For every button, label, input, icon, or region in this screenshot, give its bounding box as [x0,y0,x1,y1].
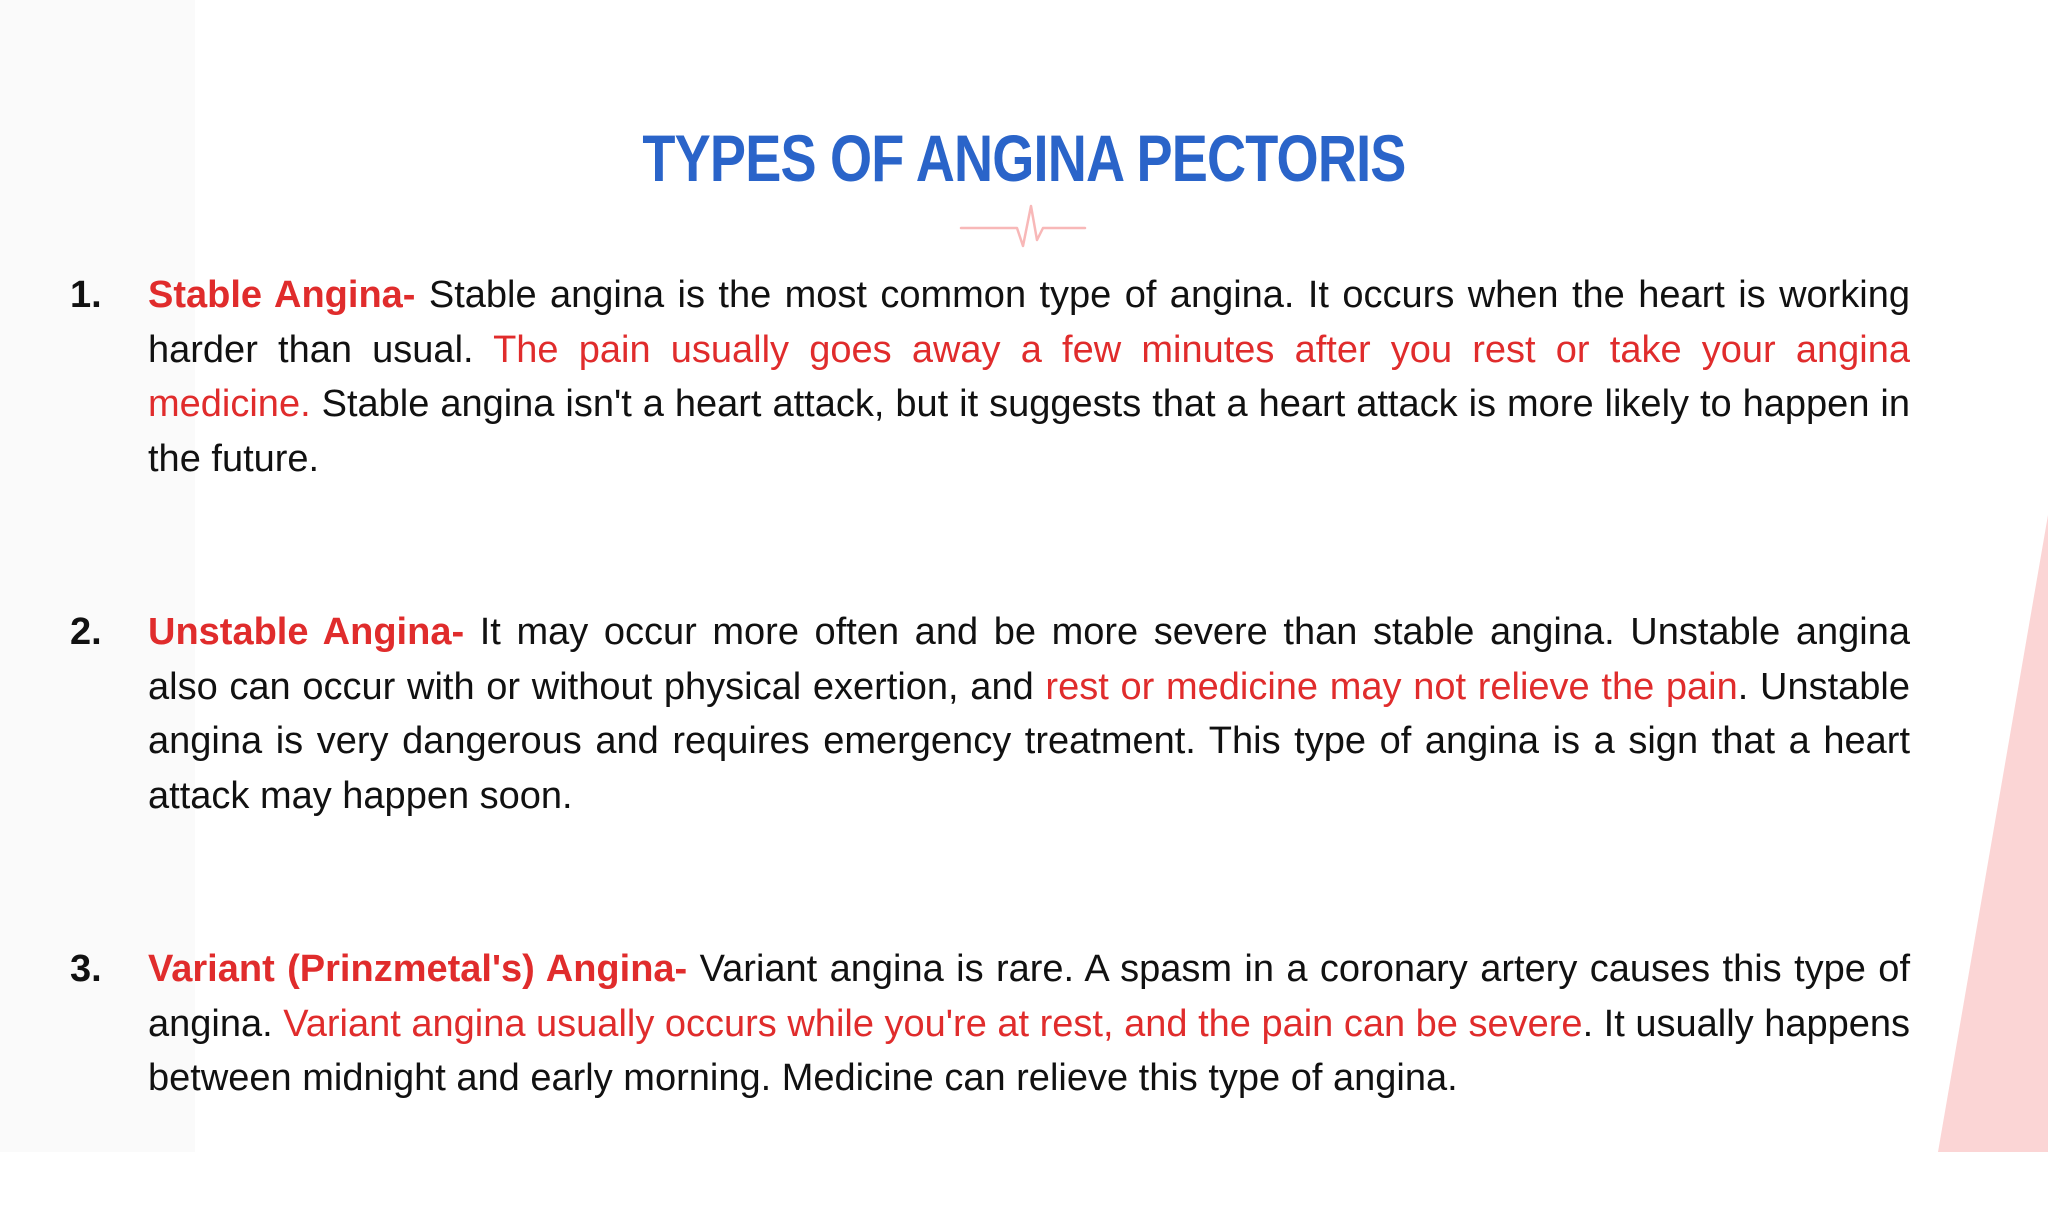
item-term: Variant (Prinzmetal's) Angina- [148,948,688,990]
item-highlight: rest or medicine may not relieve the pain [1045,665,1738,708]
item-text-part: . Unstable angina is very dangerous and requires emergency treatment. This type of angina is a sign that a heart attack may happen soon. [148,665,1911,817]
item-text-part: Variant angina is rare. A spasm in a coronary artery causes this type of angina. [148,948,1911,1045]
list-item [70,605,1910,823]
item-description [148,605,1910,823]
item-number: 1. [70,274,102,316]
item-term: Unstable Angina- [148,611,465,653]
item-number: 3. [70,948,102,990]
item-description [148,268,1910,486]
item-highlight: The pain usually goes away a few minutes after you rest or take your angina medicine. [148,328,1910,425]
item-description [148,942,1910,1106]
list-item [70,268,1910,486]
decorative-corner-shape [1908,0,2048,1152]
item-number: 2. [70,611,102,653]
list-item [70,942,1910,1106]
item-term: Stable Angina- [148,274,416,316]
item-text-part: . It usually happens between midnight and early morning. Medicine can relieve this type of angina. [148,1002,1910,1099]
item-text-part: Stable angina is the most common type of angina. It occurs when the heart is working harder than usual. [148,274,1911,371]
item-text-part: Stable angina isn't a heart attack, but it suggests that a heart attack is more likely to happen in the future. [148,383,1910,480]
angina-types-list [70,268,1910,1225]
page-title: TYPES OF ANGINA PECTORIS [642,121,1406,195]
item-text-part: It may occur more often and be more severe than stable angina. Unstable angina also can occur with or without physical exertion, and [148,611,1910,708]
item-highlight: Variant angina usually occurs while you're at rest, and the pain can be severe [283,1002,1583,1045]
heartbeat-line-icon [957,200,1089,270]
